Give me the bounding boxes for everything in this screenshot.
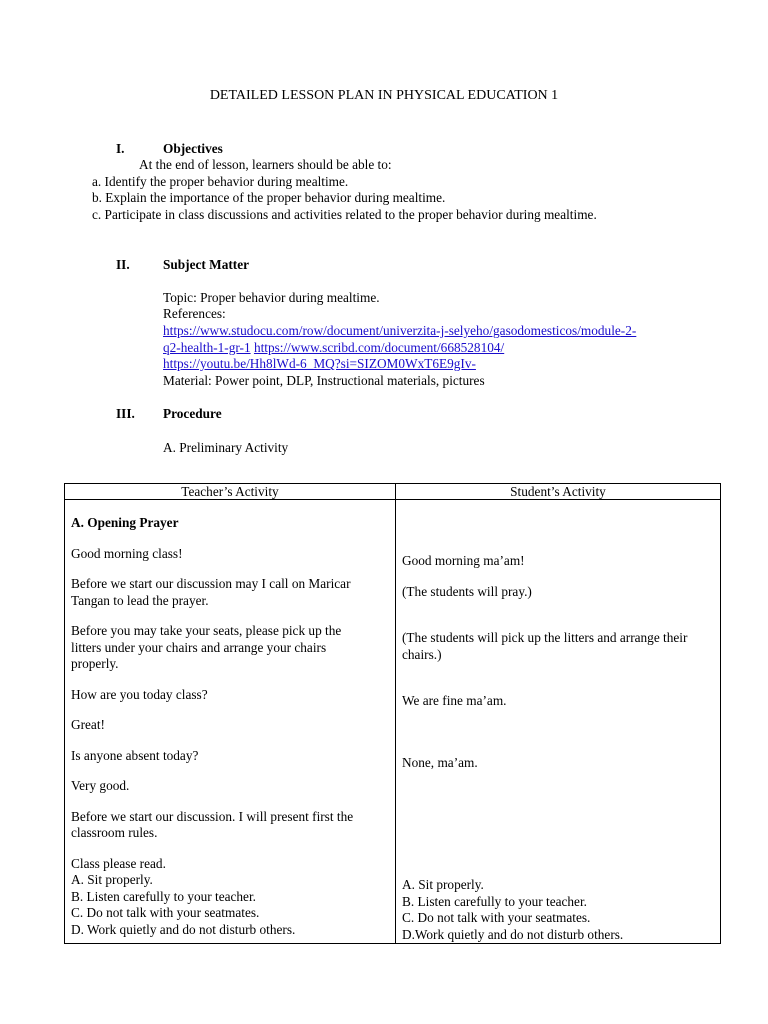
preliminary-activity-heading: A. Preliminary Activity [163, 440, 289, 455]
reference-link-scribd[interactable]: https://www.scribd.com/document/668528104/ [253, 340, 505, 355]
teacher-read-instruction: Class please read. [71, 855, 166, 871]
material-text: Material: Power point, DLP, Instructional materials, pictures [163, 373, 485, 388]
objective-item-c: c. Participate in class discussions and activities related to the proper behavior during mealtime. [92, 207, 597, 222]
objective-item-b: b. Explain the importance of the proper behavior during mealtime. [92, 190, 446, 205]
reference-link-3-line [163, 356, 476, 373]
reference-link-youtube[interactable]: https://youtu.be/Hh8lWd-6_MQ?si=SIZOM0WxT6E9gIv- [163, 356, 476, 371]
activity-table [64, 483, 721, 944]
topic-text: Topic: Proper behavior during mealtime. [163, 290, 380, 305]
reference-links-line-2 [163, 340, 504, 357]
teacher-how-are-you: How are you today class? [71, 686, 208, 702]
student-greeting: Good morning ma’am! [402, 553, 525, 568]
teacher-great: Great! [71, 717, 105, 732]
teacher-very-good: Very good. [71, 778, 130, 793]
teacher-rule-b: B. Listen carefully to your teacher. [71, 888, 256, 904]
reference-link-studocu[interactable]: https://www.studocu.com/row/document/univerzita-j-selyeho/gasodomesticos/module-2- [163, 323, 637, 338]
student-litters-response: (The students will pick up the litters and arrange their chairs.) [402, 630, 688, 662]
teacher-rule-c: C. Do not talk with your seatmates. [71, 905, 260, 920]
section-1-heading: Objectives [163, 141, 223, 156]
teacher-activity-header: Teacher’s Activity [65, 484, 396, 500]
teacher-call-prayer: Before we start our discussion may I call on Maricar Tangan to lead the prayer. [71, 576, 351, 608]
teacher-activity-cell [65, 500, 396, 944]
section-3-number: III. [116, 406, 135, 421]
teacher-rule-d: D. Work quietly and do not disturb others. [71, 921, 296, 937]
section-1-number: I. [116, 141, 125, 156]
teacher-rule-a: A. Sit properly. [71, 872, 153, 887]
student-rule-d: D.Work quietly and do not disturb others. [402, 926, 624, 942]
opening-prayer-heading: A. Opening Prayer [71, 515, 179, 530]
section-3-heading: Procedure [163, 406, 222, 421]
student-rule-a: A. Sit properly. [402, 877, 484, 892]
student-none-response: None, ma’am. [402, 754, 478, 770]
document-title: DETAILED LESSON PLAN IN PHYSICAL EDUCATION 1 [209, 88, 559, 103]
objective-item-a: a. Identify the proper behavior during mealtime. [92, 174, 349, 189]
student-activity-cell [396, 500, 721, 944]
student-fine-response: We are fine ma’am. [402, 693, 507, 708]
references-label: References: [163, 306, 226, 321]
reference-link-studocu-continued[interactable]: q2-health-1-gr-1 [163, 340, 251, 355]
student-activity-header: Student’s Activity [396, 484, 721, 500]
student-rule-c: C. Do not talk with your seatmates. [402, 910, 591, 925]
teacher-litters-instruction: Before you may take your seats, please pick up the litters under your chairs and arrange your chairs properly. [71, 623, 342, 671]
student-rule-b: B. Listen carefully to your teacher. [402, 893, 587, 909]
objectives-intro: At the end of lesson, learners should be able to: [139, 157, 392, 172]
reference-link-1-line-1[interactable] [163, 323, 636, 340]
section-2-heading: Subject Matter [163, 257, 250, 272]
section-2-number: II. [116, 257, 130, 272]
teacher-rules-intro: Before we start our discussion. I will present first the classroom rules. [71, 808, 354, 840]
table-body-row [65, 500, 721, 944]
teacher-absent-question: Is anyone absent today? [71, 747, 199, 763]
teacher-greeting: Good morning class! [71, 545, 183, 561]
student-pray: (The students will pray.) [402, 583, 532, 599]
table-header-row [65, 484, 721, 500]
